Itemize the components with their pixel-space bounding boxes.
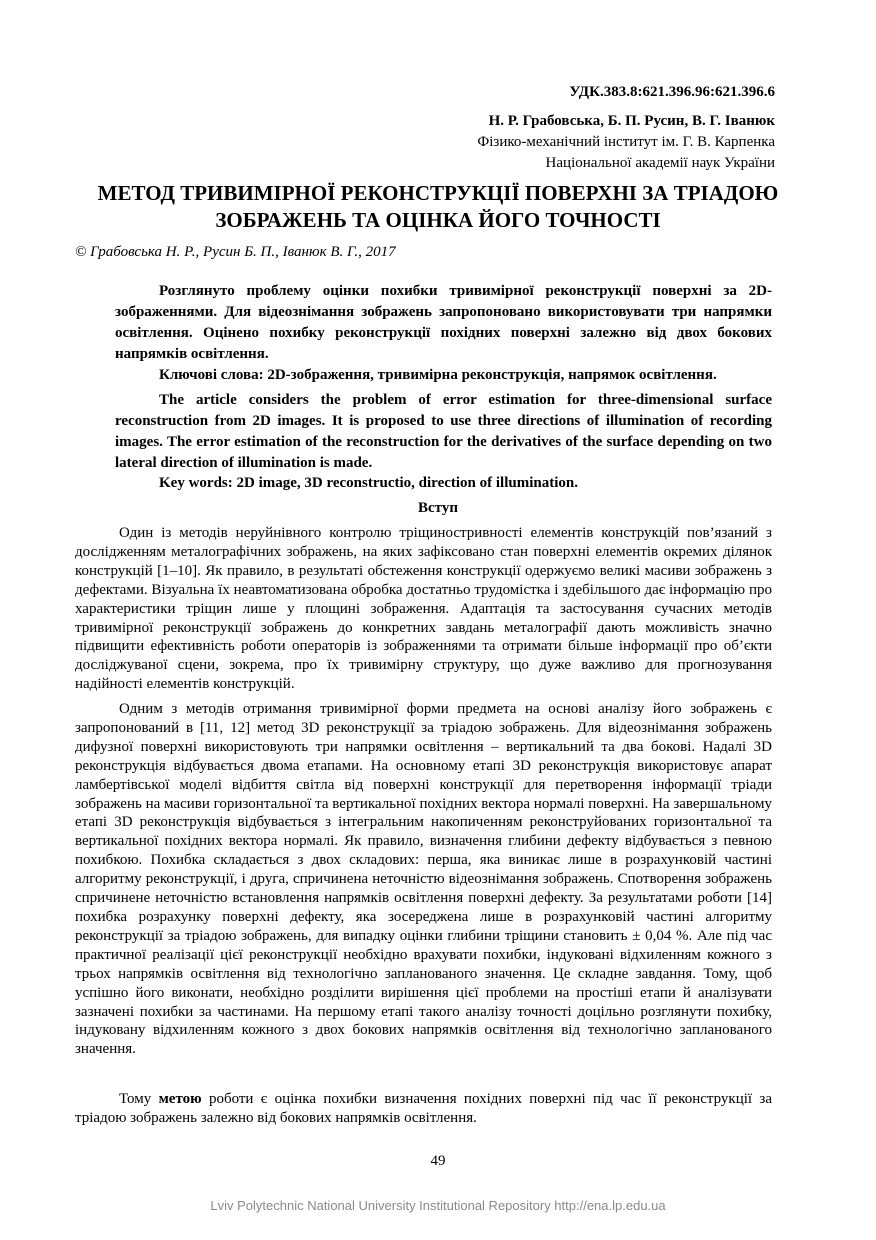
udc-code: УДК.383.8:621.396.96:621.396.6: [569, 84, 775, 100]
paragraph-3-before: Тому: [119, 1091, 159, 1107]
paper-title: МЕТОД ТРИВИМІРНОЇ РЕКОНСТРУКЦІЇ ПОВЕРХНІ ЗА ТРІАДОЮ ЗОБРАЖЕНЬ ТА ОЦІНКА ЙОГО ТОЧНОСТІ: [97, 181, 779, 232]
paragraph-3-after: роботи є оцінка похибки визначення похідних поверхні під час її реконструкції за тріадою зображень залежно від бокових напрямків освітлення.: [75, 1091, 773, 1126]
paragraph-3: [75, 1090, 772, 1128]
paragraph-2: Одним з методів отримання тривимірної форми предмета на основі аналізу його зображень є запропонований в [11, 12] метод 3D реконструкції за тріадою зображень. Для відеознімання зображень дифузної поверхні використовують три напрямки освітлення – вертикальний та два бокові. Надалі 3D реконструкція відбувається двома етапами. На основному етапі 3D реконструкція використовує апарат ламбертівської моделі відбиття світла від поверхні конструкції для перетворення інформації тріади зображень на масиви горизонтальної та вертикальної похідних вектора нормалі поверхні. На завершальному етапі 3D реконструкція відбувається з інтегральним накопиченням реконструйованих горизонтальної та вертикальної похідних вектора нормалі. Як правило, визначення глибини дефекту відбувається з певною похибкою. Похибка складається з двох складових: перша, яка виникає лише в розрахунковій частині алгоритму реконструкції, і друга, спричинена неточністю відеознімання зображень. Спотворення зображень спричинене неточністю встановлення напрямків освітлення поверхні дефекту. За результатами роботи [14] похибка розрахунку поверхні дефекту, яка зосереджена лише в розрахунковій частині алгоритму реконструкції за тріадою зображень, для випадку оцінки глибини тріщини становить ± 0,04 %. Але під час практичної реалізації цієї реконструкції необхідно врахувати похибки, індуковані відхиленням кожного з трьох напрямків освітлення від технологічно запланованого значення. Це складне завдання. Тому, щоб успішно його виконати, необхідно розділити вирішення цієї проблеми на простіші етапи й аналізувати зазначені похибки за частинами. На першому етапі такого аналізу точності доцільно розглянути похибку, індуковану відхиленням кожного з двох бокових напрямків освітлення від технологічно запланованого значення.: [75, 701, 772, 1058]
section-title: Вступ: [418, 500, 458, 516]
copyright: © Грабовська Н. Р., Русин Б. П., Іванюк В. Г., 2017: [75, 244, 396, 260]
paragraph-3-emphasis: метою: [158, 1091, 202, 1107]
page-number: 49: [430, 1153, 446, 1169]
keywords-ukrainian: Ключові слова: 2D-зображення, тривимірна реконструкція, напрямок освітлення.: [159, 367, 717, 383]
abstract-ukrainian: Розглянуто проблему оцінки похибки тривимірної реконструкції поверхні за 2D-зображеннями. Для відеознімання зображень запропоновано використовувати три напрямки освітлення. Оцінено похибку реконструкції похідних поверхні залежно від двох бокових напрямків освітлення.: [115, 283, 772, 362]
abstract-english: The article considers the problem of error estimation for three-dimensional surface reconstruction from 2D images. It is proposed to use three directions of illumination of recording images. The error estimation of the reconstruction for the derivatives of the surface depending on two lateral direction of illumination is made.: [115, 392, 772, 471]
affiliation-line1: Фізико-механічний інститут ім. Г. В. Карпенка: [477, 134, 775, 150]
repository-footer: Lviv Polytechnic National University Institutional Repository http://ena.lp.edu.ua: [210, 1198, 666, 1213]
keywords-english: Key words: 2D image, 3D reconstructio, direction of illumination.: [159, 475, 578, 491]
paragraph-1: Один із методів неруйнівного контролю тріщиностривності елементів конструкцій пов’язаний з дослідженням металографічних зображень, на яких зафіксовано стан поверхні елементів окремих ділянок конструкцій [1–10]. Як правило, в результаті обстеження конструкції одержуємо великі масиви зображень з дефектами. Візуальна їх неавтоматизована обробка достатньо трудомістка і здебільшого дає інформацію про характеристики тріщин лише у площині зображення. Адаптація та застосування сучасних методів тривимірної реконструкції зображень до конкретних завдань металографії дають можливість значно підвищити ефективність роботи операторів із зображеннями та отримати більше інформації про об’єкти досліджуваної сцени, зокрема, про їх тривимірну структуру, що дуже важливо для прогнозування надійності елементів конструкцій.: [75, 525, 772, 693]
authors: Н. Р. Грабовська, Б. П. Русин, В. Г. Іванюк: [488, 113, 775, 129]
affiliation-line2: Національної академії наук України: [545, 155, 775, 171]
